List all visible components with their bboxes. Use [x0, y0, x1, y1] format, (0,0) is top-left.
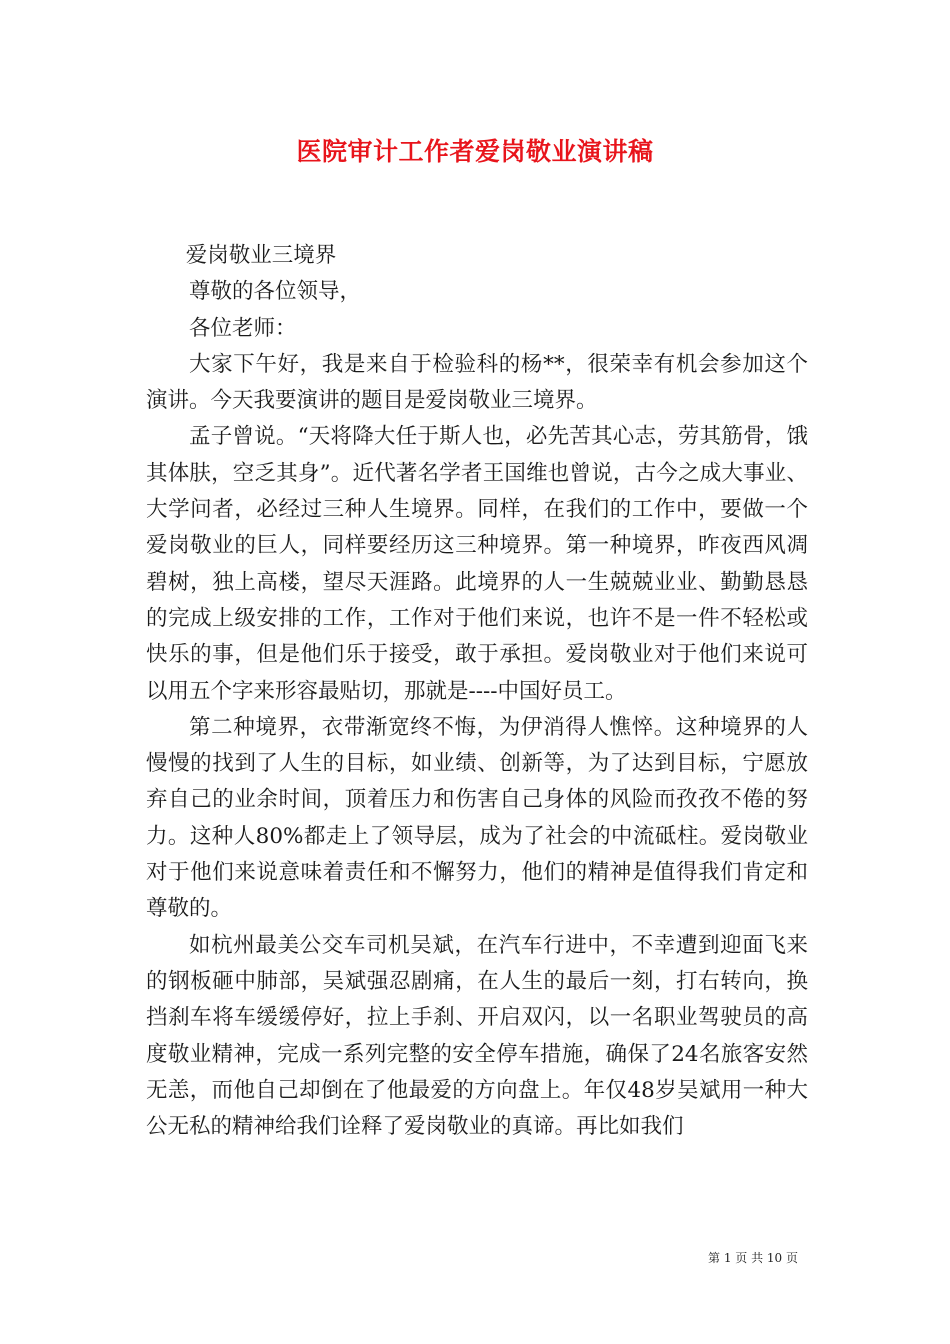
paragraph-salutation-leaders: 尊敬的各位领导，: [189, 279, 362, 305]
document-body: [146, 238, 808, 1145]
paragraph-subtitle: 爱岗敬业三境界: [185, 243, 337, 268]
paragraph-salutation-teachers: 各位老师：: [189, 315, 297, 341]
paragraph-example: 如杭州最美公交车司机吴斌，在汽车行进中，不幸遭到迎面飞来的钢板砸中肺部，吴斌强忍剧痛，在人生的最后一刻，打右转向，换挡刹车将车缓缓停好，拉上手刹、开启双闪，以一名职业驾驶员的高度敬业精神，完成一系列完整的安全停车措施，确保了24名旅客安然无恙，而他自己却倒在了他最爱的方向盘上。年仅48岁吴斌用一种大公无私的精神给我们诠释了爱岗敬业的真谛。再比如我们: [146, 932, 808, 1140]
document-title: 医院审计工作者爱岗敬业演讲稿: [296, 137, 654, 166]
paragraph-second-realm: 第二种境界，衣带渐宽终不悔，为伊消得人憔悴。这种境界的人慢慢的找到了人生的目标，如业绩、创新等，为了达到目标，宁愿放弃自己的业余时间，顶着压力和伤害自己身体的风险而孜孜不倦的努力。这种人80%都走上了领导层，成为了社会的中流砥柱。爱岗敬业对于他们来说意味着责任和不懈努力，他们的精神是值得我们肯定和尊敬的。: [146, 714, 808, 922]
paragraph-first-realm: 孟子曾说。“天将降大任于斯人也，必先苦其心志，劳其筋骨，饿其体肤，空乏其身”。近代著名学者王国维也曾说，古今之成大事业、大学问者，必经过三种人生境界。同样，在我们的工作中，要做一个爱岗敬业的巨人，同样要经历这三种境界。第一种境界，昨夜西风凋碧树，独上高楼，望尽天涯路。此境界的人一生兢兢业业、勤勤恳恳的完成上级安排的工作，工作对于他们来说，也许不是一件不轻松或快乐的事，但是他们乐于接受，敢于承担。爱岗敬业对于他们来说可以用五个字来形容最贴切，那就是----中国好员工。: [146, 424, 808, 704]
paragraph-greeting: 大家下午好，我是来自于检验科的杨**，很荣幸有机会参加这个演讲。今天我要演讲的题目是爱岗敬业三境界。: [146, 351, 808, 414]
page-number-footer: 第 1 页 共 10 页: [708, 1251, 798, 1265]
